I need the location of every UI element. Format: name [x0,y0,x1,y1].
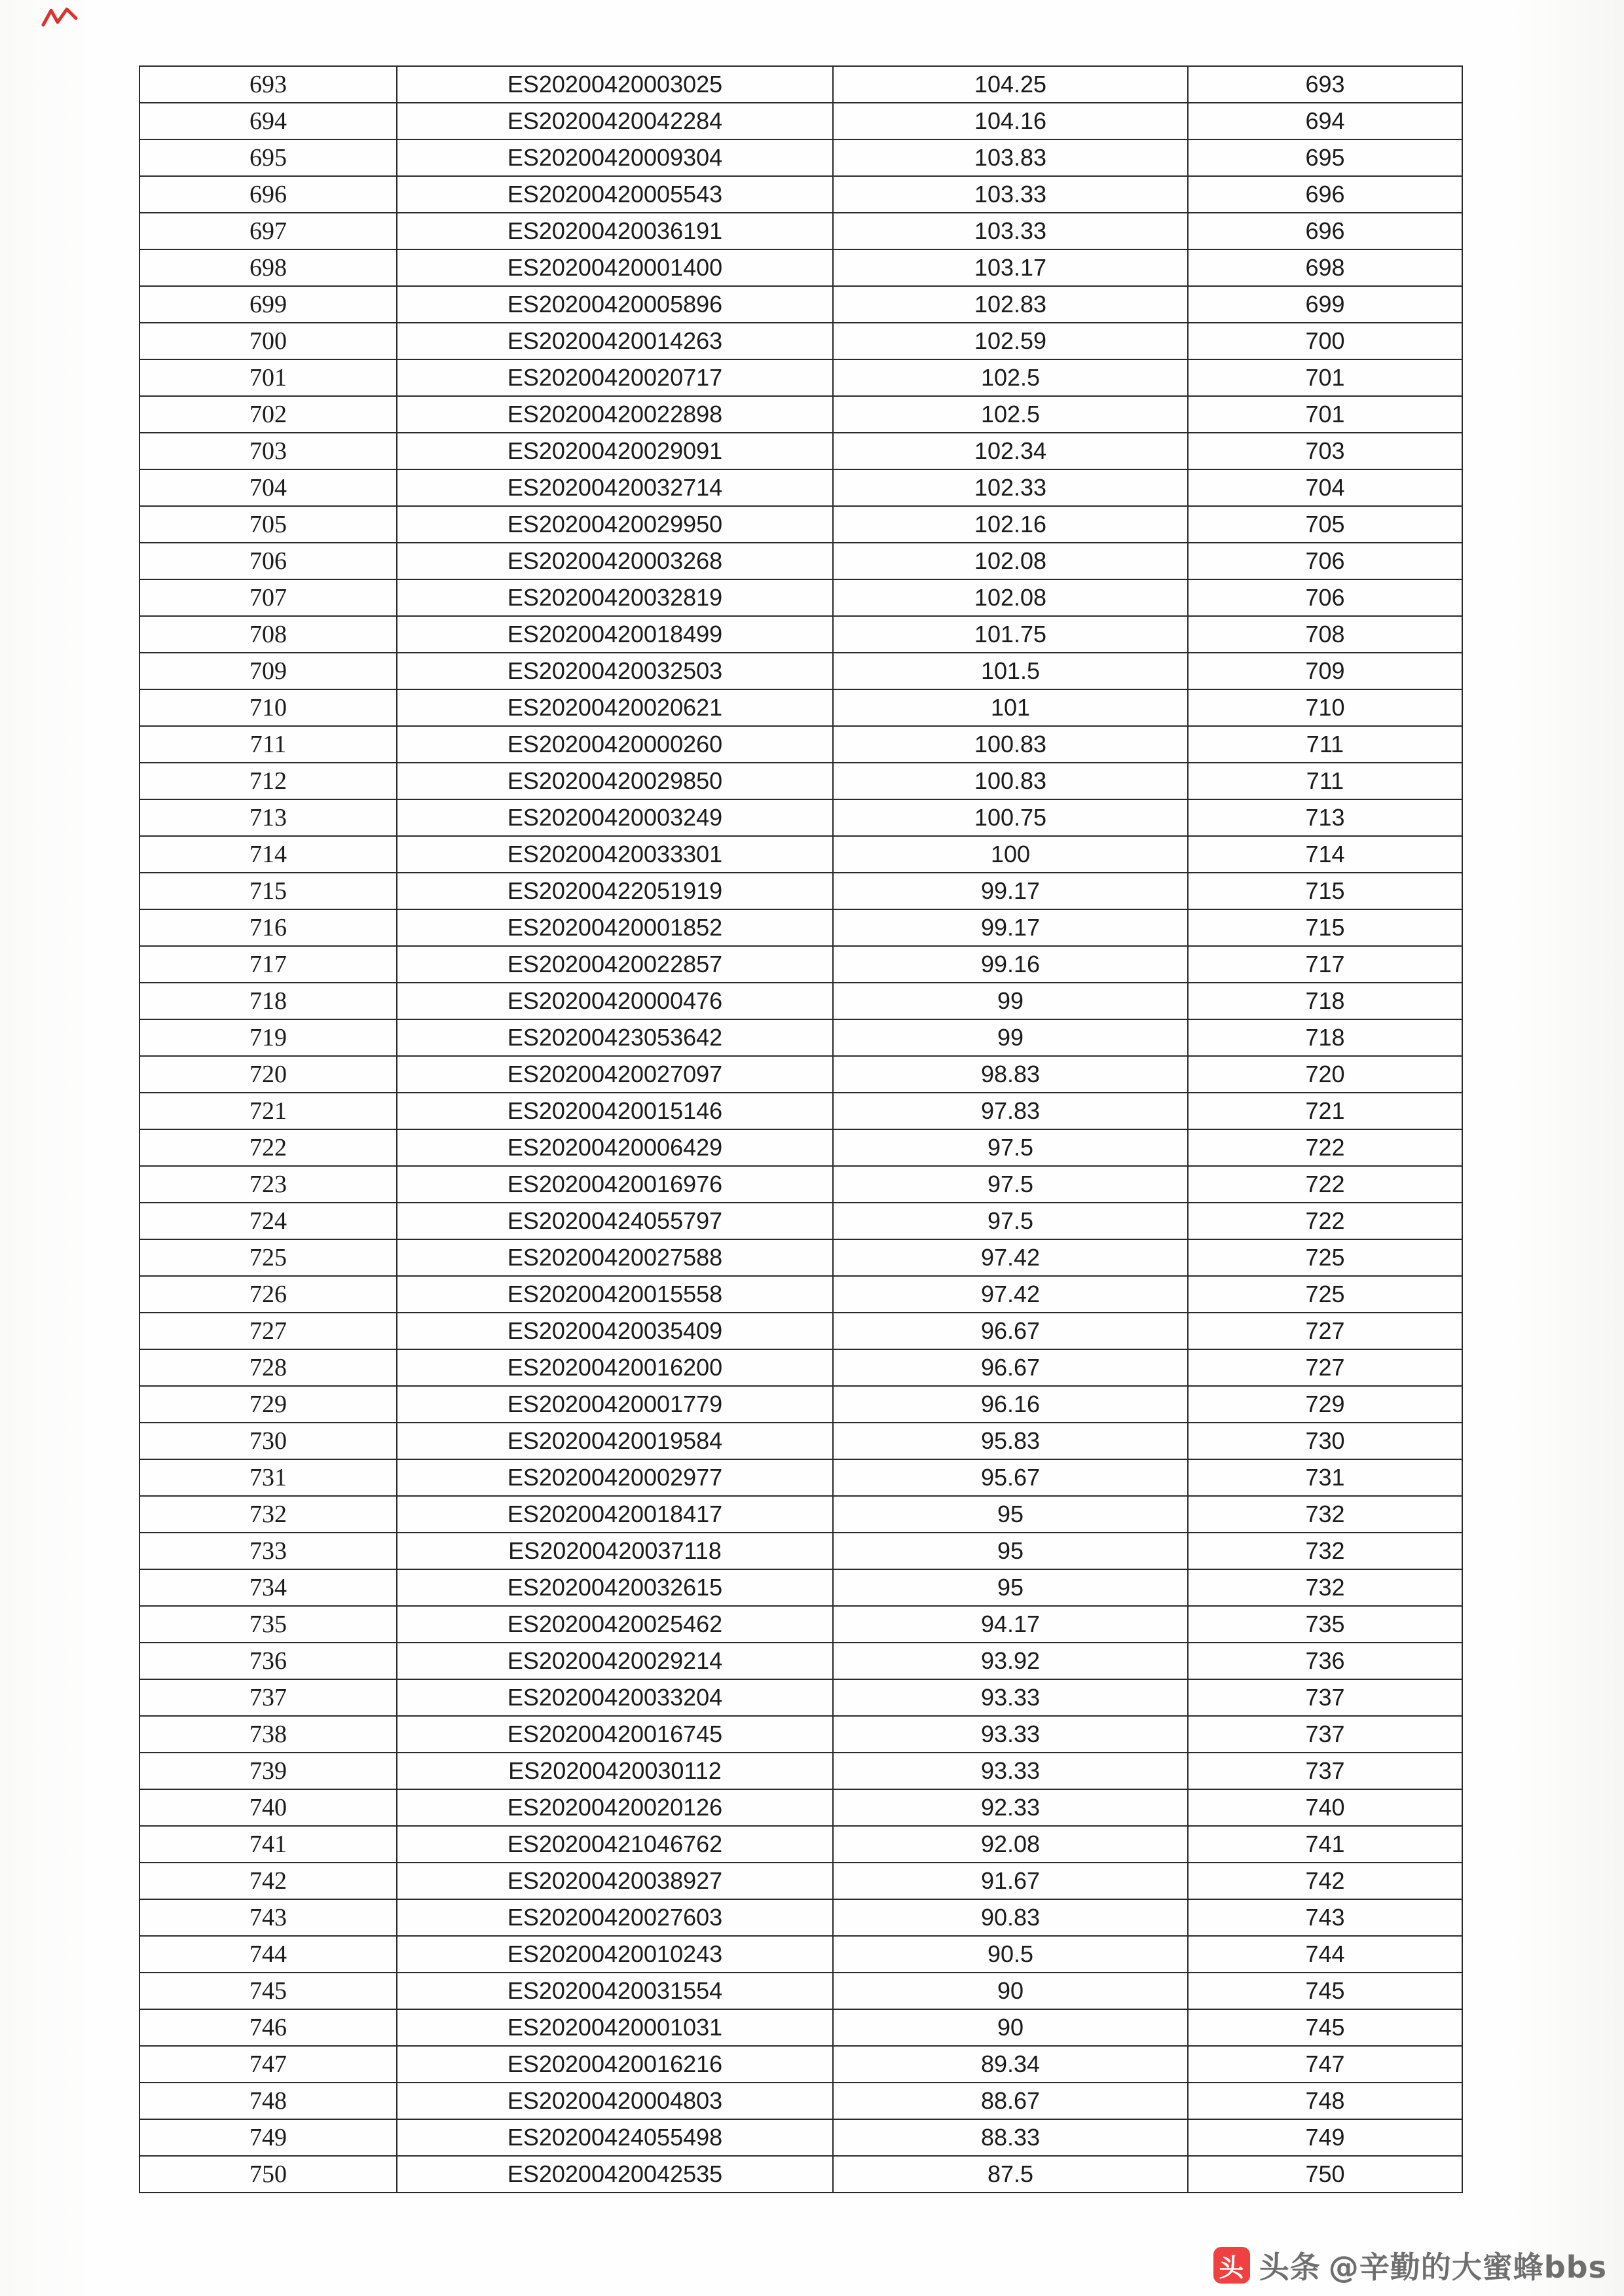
table-row [139,213,1462,249]
table-row [139,1313,1462,1349]
table-row [139,1606,1462,1643]
seq-cell: 726 [139,1276,397,1313]
seq-cell: 733 [139,1533,397,1569]
id-cell: ES20200420022898 [397,396,833,433]
table-row [139,1093,1462,1129]
seq-cell: 731 [139,1459,397,1496]
score-cell: 93.92 [833,1643,1188,1679]
score-cell: 102.33 [833,469,1188,506]
seq-cell: 702 [139,396,397,433]
score-cell: 93.33 [833,1753,1188,1789]
rank-cell: 693 [1188,66,1462,103]
id-cell: ES20200420001031 [397,2009,833,2046]
rank-cell: 696 [1188,176,1462,213]
table-row [139,286,1462,323]
seq-cell: 714 [139,836,397,873]
seq-cell: 707 [139,579,397,616]
rank-cell: 722 [1188,1203,1462,1239]
score-cell: 101.75 [833,616,1188,653]
score-cell: 103.33 [833,213,1188,249]
rank-cell: 701 [1188,396,1462,433]
id-cell: ES20200420006429 [397,1129,833,1166]
rank-cell: 743 [1188,1899,1462,1936]
id-cell: ES20200420032819 [397,579,833,616]
seq-cell: 744 [139,1936,397,1973]
score-cell: 99 [833,1019,1188,1056]
id-cell: ES20200420016745 [397,1716,833,1753]
score-cell: 104.25 [833,66,1188,103]
seq-cell: 745 [139,1973,397,2009]
rank-cell: 731 [1188,1459,1462,1496]
seq-cell: 735 [139,1606,397,1643]
table-row [139,1203,1462,1239]
rank-cell: 709 [1188,653,1462,689]
rank-cell: 748 [1188,2083,1462,2119]
seq-cell: 743 [139,1899,397,1936]
id-cell: ES20200420029214 [397,1643,833,1679]
score-cell: 101 [833,689,1188,726]
score-cell: 102.59 [833,323,1188,359]
rank-cell: 725 [1188,1276,1462,1313]
watermark [1213,2244,1607,2287]
table-row [139,726,1462,763]
table-row [139,1129,1462,1166]
id-cell: ES20200420032615 [397,1569,833,1606]
score-cell: 103.17 [833,249,1188,286]
score-cell: 103.33 [833,176,1188,213]
score-cell: 97.83 [833,1093,1188,1129]
rank-cell: 730 [1188,1423,1462,1459]
table-row [139,909,1462,946]
score-cell: 100 [833,836,1188,873]
seq-cell: 750 [139,2156,397,2193]
rank-cell: 722 [1188,1166,1462,1203]
id-cell: ES20200420042535 [397,2156,833,2193]
table-row [139,1973,1462,2009]
seq-cell: 727 [139,1313,397,1349]
score-cell: 93.33 [833,1716,1188,1753]
seq-cell: 706 [139,543,397,579]
table-row [139,1899,1462,1936]
rank-cell: 750 [1188,2156,1462,2193]
rank-cell: 717 [1188,946,1462,983]
rank-cell: 727 [1188,1349,1462,1386]
id-cell: ES20200420027603 [397,1899,833,1936]
table-row [139,506,1462,543]
table-row [139,396,1462,433]
score-cell: 99.17 [833,873,1188,909]
seq-cell: 749 [139,2119,397,2156]
id-cell: ES20200420016976 [397,1166,833,1203]
rank-cell: 718 [1188,1019,1462,1056]
table-row [139,1423,1462,1459]
table-row [139,1716,1462,1753]
seq-cell: 723 [139,1166,397,1203]
id-cell: ES20200420005543 [397,176,833,213]
table-row [139,1753,1462,1789]
rank-cell: 718 [1188,983,1462,1019]
table-row [139,359,1462,396]
table-row [139,1239,1462,1276]
seq-cell: 718 [139,983,397,1019]
id-cell: ES20200421046762 [397,1826,833,1863]
seq-cell: 713 [139,799,397,836]
watermark-brand: 头条 [1259,2250,1321,2285]
seq-cell: 697 [139,213,397,249]
rank-cell: 694 [1188,103,1462,139]
table-row [139,946,1462,983]
table-row [139,2119,1462,2156]
id-cell: ES20200420018499 [397,616,833,653]
score-cell: 102.5 [833,396,1188,433]
seq-cell: 695 [139,139,397,176]
seq-cell: 705 [139,506,397,543]
score-cell: 92.08 [833,1826,1188,1863]
score-cell: 90.5 [833,1936,1188,1973]
table-row [139,1019,1462,1056]
table-row [139,2156,1462,2193]
rank-cell: 722 [1188,1129,1462,1166]
rank-cell: 706 [1188,543,1462,579]
rank-cell: 699 [1188,286,1462,323]
seq-cell: 729 [139,1386,397,1423]
rank-cell: 721 [1188,1093,1462,1129]
table-row [139,1789,1462,1826]
rank-cell: 711 [1188,726,1462,763]
id-cell: ES20200420033301 [397,836,833,873]
rank-cell: 696 [1188,213,1462,249]
table-row [139,1056,1462,1093]
seq-cell: 719 [139,1019,397,1056]
score-cell: 99 [833,983,1188,1019]
score-cell: 97.5 [833,1129,1188,1166]
id-cell: ES20200420027097 [397,1056,833,1093]
seq-cell: 717 [139,946,397,983]
score-cell: 95.83 [833,1423,1188,1459]
seq-cell: 698 [139,249,397,286]
score-cell: 102.08 [833,579,1188,616]
id-cell: ES20200420003249 [397,799,833,836]
seq-cell: 722 [139,1129,397,1166]
score-cell: 87.5 [833,2156,1188,2193]
rank-cell: 711 [1188,763,1462,799]
score-table-body [139,66,1462,2193]
rank-cell: 705 [1188,506,1462,543]
score-cell: 91.67 [833,1863,1188,1899]
rank-cell: 695 [1188,139,1462,176]
id-cell: ES20200420001400 [397,249,833,286]
table-row [139,1936,1462,1973]
id-cell: ES20200420032714 [397,469,833,506]
id-cell: ES20200420015558 [397,1276,833,1313]
rank-cell: 736 [1188,1643,1462,1679]
score-cell: 95 [833,1533,1188,1569]
table-row [139,873,1462,909]
score-cell: 97.5 [833,1166,1188,1203]
table-row [139,689,1462,726]
rank-cell: 729 [1188,1386,1462,1423]
rank-cell: 708 [1188,616,1462,653]
table-row [139,1679,1462,1716]
id-cell: ES20200423053642 [397,1019,833,1056]
seq-cell: 693 [139,66,397,103]
score-rank-table [139,65,1463,2193]
seq-cell: 696 [139,176,397,213]
rank-cell: 703 [1188,433,1462,469]
score-cell: 94.17 [833,1606,1188,1643]
table-row [139,469,1462,506]
id-cell: ES20200420022857 [397,946,833,983]
score-cell: 100.83 [833,763,1188,799]
table-row [139,2083,1462,2119]
score-cell: 95 [833,1569,1188,1606]
id-cell: ES20200420004803 [397,2083,833,2119]
rank-cell: 741 [1188,1826,1462,1863]
table-row [139,1569,1462,1606]
rank-cell: 749 [1188,2119,1462,2156]
table-row [139,1863,1462,1899]
seq-cell: 742 [139,1863,397,1899]
score-cell: 104.16 [833,103,1188,139]
score-cell: 101.5 [833,653,1188,689]
score-cell: 96.67 [833,1349,1188,1386]
id-cell: ES20200422051919 [397,873,833,909]
seq-cell: 725 [139,1239,397,1276]
score-cell: 98.83 [833,1056,1188,1093]
rank-cell: 720 [1188,1056,1462,1093]
seq-cell: 739 [139,1753,397,1789]
id-cell: ES20200420020621 [397,689,833,726]
id-cell: ES20200420032503 [397,653,833,689]
table-row [139,1166,1462,1203]
rank-cell: 737 [1188,1716,1462,1753]
id-cell: ES20200420001779 [397,1386,833,1423]
seq-cell: 746 [139,2009,397,2046]
id-cell: ES20200420029850 [397,763,833,799]
table-row [139,1276,1462,1313]
id-cell: ES20200424055498 [397,2119,833,2156]
seq-cell: 711 [139,726,397,763]
seq-cell: 709 [139,653,397,689]
seq-cell: 740 [139,1789,397,1826]
id-cell: ES20200420031554 [397,1973,833,2009]
id-cell: ES20200420029950 [397,506,833,543]
rank-cell: 727 [1188,1313,1462,1349]
rank-cell: 745 [1188,2009,1462,2046]
seq-cell: 708 [139,616,397,653]
id-cell: ES20200420005896 [397,286,833,323]
seq-cell: 716 [139,909,397,946]
seq-cell: 748 [139,2083,397,2119]
score-cell: 97.42 [833,1239,1188,1276]
seq-cell: 700 [139,323,397,359]
score-cell: 103.83 [833,139,1188,176]
id-cell: ES20200420019584 [397,1423,833,1459]
rank-cell: 737 [1188,1753,1462,1789]
score-cell: 95.67 [833,1459,1188,1496]
rank-cell: 732 [1188,1533,1462,1569]
seq-cell: 720 [139,1056,397,1093]
table-row [139,983,1462,1019]
id-cell: ES20200424055797 [397,1203,833,1239]
rank-cell: 735 [1188,1606,1462,1643]
id-cell: ES20200420003025 [397,66,833,103]
table-row [139,616,1462,653]
table-row [139,579,1462,616]
seq-cell: 710 [139,689,397,726]
score-cell: 102.08 [833,543,1188,579]
rank-cell: 710 [1188,689,1462,726]
seq-cell: 728 [139,1349,397,1386]
score-cell: 88.33 [833,2119,1188,2156]
table-row [139,176,1462,213]
rank-cell: 704 [1188,469,1462,506]
score-cell: 100.83 [833,726,1188,763]
id-cell: ES20200420033204 [397,1679,833,1716]
score-cell: 102.5 [833,359,1188,396]
id-cell: ES20200420036191 [397,213,833,249]
red-scan-mark [41,5,80,31]
rank-cell: 732 [1188,1569,1462,1606]
table-row [139,249,1462,286]
score-cell: 96.67 [833,1313,1188,1349]
id-cell: ES20200420042284 [397,103,833,139]
seq-cell: 724 [139,1203,397,1239]
seq-cell: 741 [139,1826,397,1863]
score-cell: 88.67 [833,2083,1188,2119]
seq-cell: 704 [139,469,397,506]
seq-cell: 703 [139,433,397,469]
id-cell: ES20200420035409 [397,1313,833,1349]
id-cell: ES20200420029091 [397,433,833,469]
id-cell: ES20200420037118 [397,1533,833,1569]
table-row [139,2009,1462,2046]
score-cell: 102.16 [833,506,1188,543]
table-row [139,1826,1462,1863]
score-cell: 99.17 [833,909,1188,946]
score-cell: 99.16 [833,946,1188,983]
seq-cell: 694 [139,103,397,139]
score-cell: 96.16 [833,1386,1188,1423]
table-row [139,103,1462,139]
toutiao-logo-icon: 头 [1213,2247,1250,2284]
table-row [139,1643,1462,1679]
score-cell: 93.33 [833,1679,1188,1716]
id-cell: ES20200420020126 [397,1789,833,1826]
id-cell: ES20200420000260 [397,726,833,763]
table-row [139,653,1462,689]
id-cell: ES20200420001852 [397,909,833,946]
id-cell: ES20200420015146 [397,1093,833,1129]
seq-cell: 730 [139,1423,397,1459]
score-cell: 97.42 [833,1276,1188,1313]
table-row [139,799,1462,836]
rank-cell: 715 [1188,873,1462,909]
score-cell: 95 [833,1496,1188,1533]
id-cell: ES20200420025462 [397,1606,833,1643]
id-cell: ES20200420010243 [397,1936,833,1973]
seq-cell: 701 [139,359,397,396]
table-row [139,543,1462,579]
seq-cell: 747 [139,2046,397,2083]
seq-cell: 737 [139,1679,397,1716]
id-cell: ES20200420014263 [397,323,833,359]
score-cell: 90.83 [833,1899,1188,1936]
table-row [139,1386,1462,1423]
table-row [139,1459,1462,1496]
score-cell: 100.75 [833,799,1188,836]
table-row [139,1496,1462,1533]
id-cell: ES20200420020717 [397,359,833,396]
seq-cell: 715 [139,873,397,909]
watermark-handle: @辛勤的大蜜蜂bbs [1328,2250,1607,2285]
seq-cell: 734 [139,1569,397,1606]
rank-cell: 745 [1188,1973,1462,2009]
id-cell: ES20200420030112 [397,1753,833,1789]
table-row [139,763,1462,799]
rank-cell: 700 [1188,323,1462,359]
score-cell: 97.5 [833,1203,1188,1239]
table-row [139,139,1462,176]
score-cell: 92.33 [833,1789,1188,1826]
rank-cell: 737 [1188,1679,1462,1716]
seq-cell: 721 [139,1093,397,1129]
table-row [139,433,1462,469]
seq-cell: 712 [139,763,397,799]
score-cell: 102.83 [833,286,1188,323]
score-cell: 90 [833,1973,1188,2009]
rank-cell: 715 [1188,909,1462,946]
rank-cell: 701 [1188,359,1462,396]
table-row [139,836,1462,873]
id-cell: ES20200420000476 [397,983,833,1019]
score-cell: 102.34 [833,433,1188,469]
rank-cell: 742 [1188,1863,1462,1899]
id-cell: ES20200420016200 [397,1349,833,1386]
rank-cell: 698 [1188,249,1462,286]
rank-cell: 732 [1188,1496,1462,1533]
rank-cell: 747 [1188,2046,1462,2083]
id-cell: ES20200420027588 [397,1239,833,1276]
rank-cell: 706 [1188,579,1462,616]
rank-cell: 740 [1188,1789,1462,1826]
seq-cell: 699 [139,286,397,323]
table-row [139,1533,1462,1569]
id-cell: ES20200420009304 [397,139,833,176]
id-cell: ES20200420016216 [397,2046,833,2083]
rank-cell: 744 [1188,1936,1462,1973]
seq-cell: 738 [139,1716,397,1753]
id-cell: ES20200420002977 [397,1459,833,1496]
id-cell: ES20200420018417 [397,1496,833,1533]
score-cell: 90 [833,2009,1188,2046]
table-row [139,323,1462,359]
rank-cell: 725 [1188,1239,1462,1276]
rank-cell: 714 [1188,836,1462,873]
table-row [139,66,1462,103]
seq-cell: 736 [139,1643,397,1679]
rank-cell: 713 [1188,799,1462,836]
table-row [139,1349,1462,1386]
id-cell: ES20200420003268 [397,543,833,579]
score-cell: 89.34 [833,2046,1188,2083]
id-cell: ES20200420038927 [397,1863,833,1899]
seq-cell: 732 [139,1496,397,1533]
table-row [139,2046,1462,2083]
